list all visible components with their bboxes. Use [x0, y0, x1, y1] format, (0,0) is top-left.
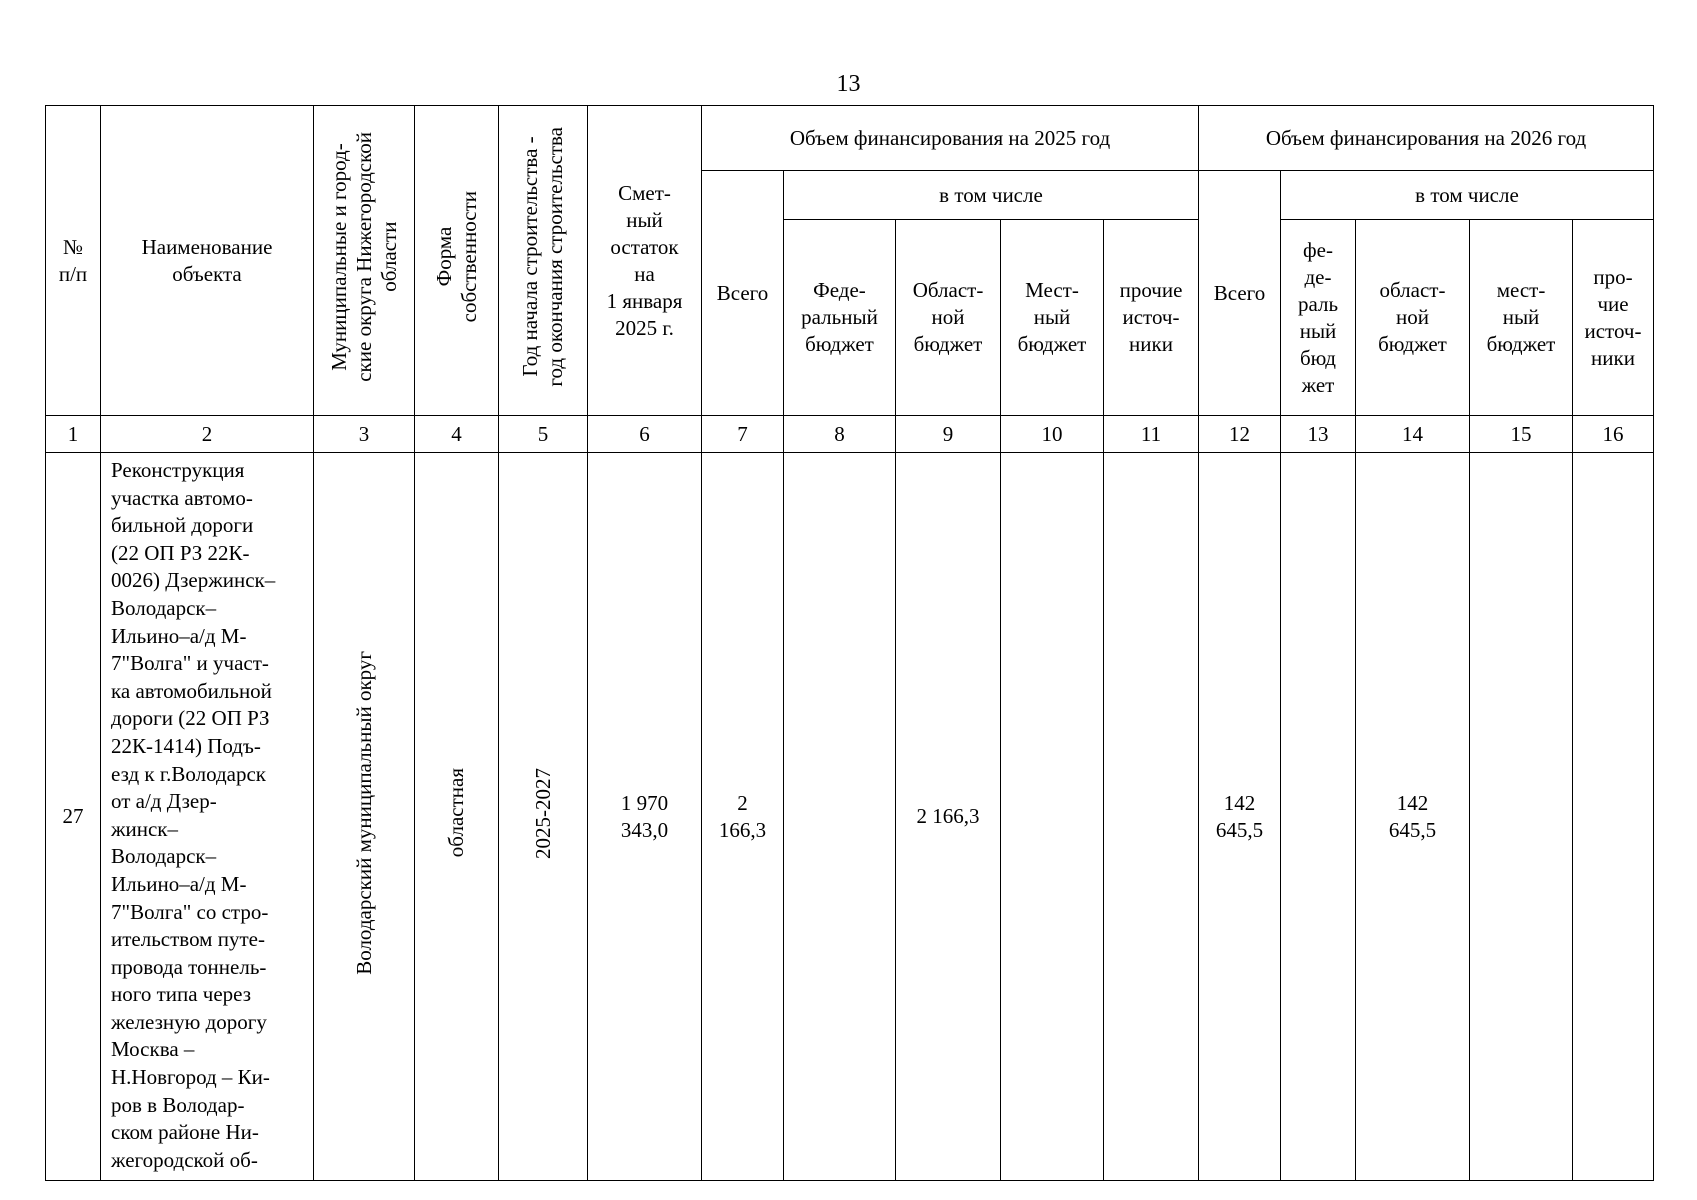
header-years-text: Год начала строительства - год окончания строительства — [518, 127, 567, 387]
row-number: 27 — [46, 453, 101, 1181]
fed-2026-cell — [1281, 453, 1356, 1181]
years-cell — [499, 453, 588, 1181]
column-number: 12 — [1199, 416, 1281, 453]
header-total-2025: Всего — [702, 171, 784, 416]
header-fed-2025-text: Феде- ральный бюджет — [801, 278, 878, 356]
header-municipality — [314, 106, 415, 416]
header-reg-2026 — [1356, 220, 1470, 416]
object-name-text: Реконструкция участка автомо- бильной дороги (22 ОП РЗ 22К- 0026) Дзержинск– Володарск– Ильино–а/д М- 7"Волга" и участ- ка автомобильной дороги (22 ОП РЗ 22К-1414) Подъ- езд к г.Володарск от а/д Дзер- жинск– Володарск– Ильино–а/д М- 7"Волга" со стро- ительством путе- провода тоннель- ного типа через железную дорогу Москва – Н.Новгород – Ки- ров в Володар- ском районе Ни- жегородской об- — [111, 458, 276, 1172]
oth-2026-cell — [1573, 453, 1654, 1181]
column-number: 9 — [896, 416, 1001, 453]
total-2025-cell — [702, 453, 784, 1181]
header-oth-2025 — [1104, 220, 1199, 416]
header-fed-2025 — [784, 220, 896, 416]
municipality-text: Володарский муниципальный округ — [351, 651, 376, 975]
header-ownership-text: Форма собственности — [431, 191, 481, 323]
header-loc-2025 — [1001, 220, 1104, 416]
column-number: 1 — [46, 416, 101, 453]
header-no-text: № п/п — [58, 234, 88, 286]
column-number-row — [46, 416, 1654, 453]
header-municipality-text: Муниципальные и город- ские округа Нижегородской области — [326, 132, 401, 382]
balance-text: 1 970 343,0 — [620, 790, 669, 842]
total-2025-text: 2 166,3 — [718, 790, 767, 842]
column-number: 7 — [702, 416, 784, 453]
column-number: 14 — [1356, 416, 1470, 453]
column-number: 16 — [1573, 416, 1654, 453]
loc-2025-cell — [1001, 453, 1104, 1181]
header-reg-2026-text: област- ной бюджет — [1378, 278, 1447, 356]
column-number: 13 — [1281, 416, 1356, 453]
header-group-2026: Объем финансирования на 2026 год — [1199, 106, 1654, 171]
column-number: 4 — [415, 416, 499, 453]
total-2026-cell — [1199, 453, 1281, 1181]
ownership-text: областная — [444, 768, 468, 858]
column-number: 2 — [101, 416, 314, 453]
reg-2025-cell: 2 166,3 — [896, 453, 1001, 1181]
header-ownership — [415, 106, 499, 416]
header-row-1 — [46, 106, 1654, 171]
header-loc-2026-text: мест- ный бюджет — [1486, 278, 1556, 356]
object-name — [101, 453, 314, 1181]
column-number: 8 — [784, 416, 896, 453]
header-years — [499, 106, 588, 416]
oth-2025-cell — [1104, 453, 1199, 1181]
municipality-cell — [314, 453, 415, 1181]
page-number: 13 — [836, 71, 861, 97]
column-number: 5 — [499, 416, 588, 453]
column-number: 15 — [1470, 416, 1573, 453]
header-balance-text: Смет- ный остаток на 1 января 2025 г. — [606, 180, 683, 340]
financing-table — [45, 105, 1654, 1181]
header-no — [46, 106, 101, 416]
loc-2026-cell — [1470, 453, 1573, 1181]
total-2026-text: 142 645,5 — [1215, 790, 1264, 842]
reg-2026-cell — [1356, 453, 1470, 1181]
balance-cell — [588, 453, 702, 1181]
header-fed-2026-text: фе- де- раль ный бюд жет — [1297, 237, 1339, 397]
column-number: 10 — [1001, 416, 1104, 453]
header-reg-2025-text: Област- ной бюджет — [912, 278, 984, 356]
column-number: 11 — [1104, 416, 1199, 453]
header-reg-2025 — [896, 220, 1001, 416]
header-oth-2026-text: про- чие источ- ники — [1584, 264, 1642, 370]
column-number: 3 — [314, 416, 415, 453]
header-name-text: Наименование объекта — [141, 234, 273, 286]
header-total-2026: Всего — [1199, 171, 1281, 416]
fed-2025-cell — [784, 453, 896, 1181]
header-oth-2026 — [1573, 220, 1654, 416]
column-number: 6 — [588, 416, 702, 453]
ownership-cell — [415, 453, 499, 1181]
header-balance — [588, 106, 702, 416]
header-name — [101, 106, 314, 416]
header-group-2025: Объем финансирования на 2025 год — [702, 106, 1199, 171]
header-oth-2025-text: прочие источ- ники — [1119, 278, 1183, 356]
header-incl-2026: в том числе — [1281, 171, 1654, 220]
years-text: 2025-2027 — [530, 767, 555, 859]
table-row — [46, 453, 1654, 1181]
header-loc-2026 — [1470, 220, 1573, 416]
header-loc-2025-text: Мест- ный бюджет — [1017, 278, 1087, 356]
header-incl-2025: в том числе — [784, 171, 1199, 220]
reg-2026-text: 142 645,5 — [1388, 790, 1437, 842]
header-fed-2026 — [1281, 220, 1356, 416]
